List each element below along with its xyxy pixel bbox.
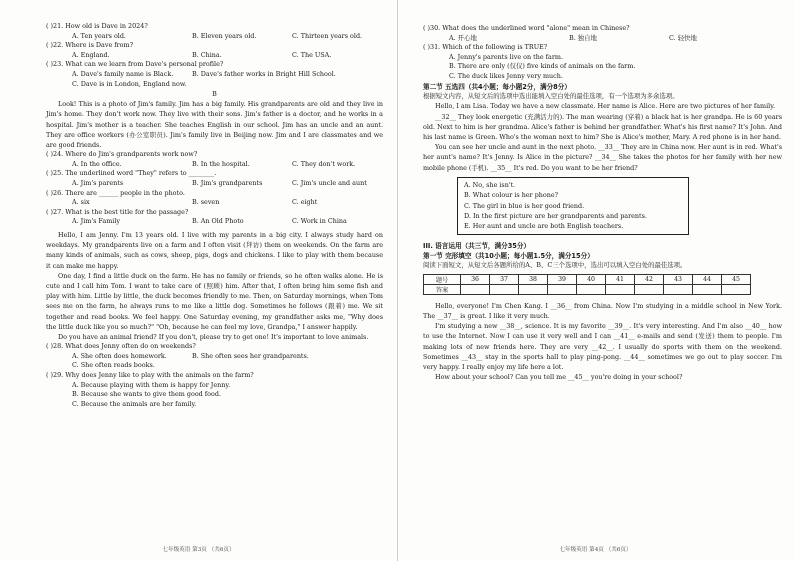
passage-c-paragraph-2: One day, I find a little duck on the farm. He has no family or friends, so he often walks alone. He is cute and I call him Tom. I want to take care of (照顾) him. After that, I often bring him some fish and play with him. Little by little, the duck becomes friendly to me. Then, on Saturday mornings, when Tom sees me on the farm, he always runs to me like a little dog. Sometimes he follows (跟着) me. We sit together and read books. We feel happy. One Saturday evening, my grandfather asks me, "Why does the little duck like you so much?" "Oh, because he can feel my love, Grandpa," I answer happily. [46,271,383,331]
table-number: 40 [577,274,606,284]
option-c: C. Jim's uncle and aunt [292,178,367,187]
answer-cell[interactable] [722,284,751,294]
option-c: C. The USA. [292,50,332,59]
question-26: ( )26. There are ______ people in the photo. [46,188,185,197]
passage-c [46,230,383,342]
passage-paragraph-3: You can see her uncle and aunt in the next photo. __33__ They are in China now. Her aunt is in red. What's her aunt's name? It's Jenny. Is Alice in the picture? __34__ She takes the photos for her family with her new mobile phone (手机). __35__ It's red. Do you want to be her friend? [423,143,782,172]
cloze-passage [423,301,782,383]
option-a: A. Jim's parents [72,178,124,187]
option-a: A. Dave's family name is Black. [72,69,174,78]
table-number: 43 [664,274,693,284]
page-footer: 七年级英语 第4页 （共6页） [559,547,632,553]
table-number: 37 [490,274,519,284]
question-23-options-ab [46,70,383,80]
answer-cell[interactable] [519,284,548,294]
question-22-options [46,51,383,61]
cloze-paragraph-1: Hello, everyone! I'm Chen Kang. I __36__ from China. Now I'm studying in a middle school in New York. The __37__ is great. I like it very much. [423,301,782,321]
option-b: B. Eleven years old. [192,31,257,40]
passage-paragraph-2: __32__ They look energetic (充满活力的). The man wearing (穿着) a black hat is her grandpa. He is 60 years old. Next to him is her grandma. Alice's father is behind her grandfather. What's his first name? It's John. And his last name is Green. Who's the woman next to him? She is Alice's mother, Mary. A red phone is in her hand. [423,112,782,141]
option-a: A. six [72,198,90,207]
option-b: B. seven [192,198,220,207]
question-30-options [423,34,782,44]
table-number: 42 [635,274,664,284]
option-d: D. In the first picture are her grandparents and parents. [464,212,647,220]
option-b: B. She often sees her grandparents. [192,351,309,360]
section-five-choose-four-title: 第二节 五选四（共4小题；每小题2分，满分8分） [423,82,571,91]
question-23: ( )23. What can we learn from Dave's personal profile? [46,60,224,69]
option-c: C. Work in China [292,217,347,226]
answer-cell[interactable] [693,284,722,294]
passage-c-paragraph-3: Do you have an animal friend? If you don't, please try to get one! It's important to love animals. [58,332,369,341]
option-a: A. In the office. [72,159,122,168]
option-c: C. She often reads books. [72,361,155,370]
passage-paragraph-1: Hello, I am Lisa. Today we have a new classmate. Her name is Alice. Here are two pictures of her family. [435,102,775,111]
table-number: 41 [606,274,635,284]
question-24-options [46,160,383,170]
page-footer: 七年级英语 第3页 （共6页） [162,547,235,553]
option-b: B. 独自地 [569,33,597,42]
five-choose-four-passage [423,101,782,172]
table-number: 45 [722,274,751,284]
option-a: A. 开心地 [449,33,477,42]
question-26-options [46,198,383,208]
question-22: ( )22. Where is Dave from? [46,41,134,50]
question-30: ( )30. What does the underlined word "alone" mean in Chinese? [423,24,630,32]
option-b: B. Because she wants to give them good food. [72,390,221,399]
question-21-options [46,32,383,42]
option-c: C. Because the animals are her family. [72,399,197,408]
passage-c-paragraph-1: Hello, I am Jenny. I'm 13 years old. I live with my parents in a big city. I always study hard on weekdays. My grandparents live on a farm and I often visit (拜访) them on weekends. On the farm are many kinds of animals, such as cows, sheep, pigs, dogs and chickens. I like to play with them because it can make me happy. [46,230,383,270]
option-b: B. China. [192,50,222,59]
option-a: A. No, she isn't. [464,180,516,189]
answer-cell[interactable] [664,284,693,294]
option-c: C. They don't work. [292,159,356,168]
answer-cell[interactable] [606,284,635,294]
option-a: A. England. [72,50,110,59]
cloze-paragraph-2: I'm studying a new __38__, science. It is my favorite __39__. It's very interesting. And I'm also __40__ how to use the Internet. Now I can use it very well and I can __41__ e-mails and send (发送) them to people. I'm making lots of new friends here. They are very __42__. I usually do sports with them on the weekend. Sometimes __43__ stay in the sports hall to play ping-pong. __44__ sometimes we go out to play soccer. I'm very happy. I really enjoy my life here a lot. [423,322,782,372]
question-21: ( )21. How old is Dave in 2024? [46,22,148,30]
option-e: E. Her aunt and uncle are both English teachers. [464,222,624,231]
option-c: C. Thirteen years old. [292,31,363,40]
table-number: 39 [548,274,577,284]
option-c: C. 轻快地 [669,33,697,42]
part-three-title: III. 语言运用（共三节，满分35分） [423,241,531,250]
option-c: C. The girl in blue is her good friend. [464,201,585,210]
answer-cell[interactable] [548,284,577,294]
option-c: C. Dave is in London, England now. [72,79,187,88]
section-five-choose-four-instructions: 根据短文内容，从短文后的选项中选出能填入空白处的最佳选项，有一个选项为多余选项。 [423,91,679,100]
table-label-answer: 答案 [424,284,461,294]
answer-cell[interactable] [461,284,490,294]
question-31: ( )31. Which of the following is TRUE? [423,43,548,52]
cloze-title: 第一节 完形填空（共10小题；每小题1.5分，满分15分） [423,252,594,261]
option-a: A. She often does homework. [72,351,167,360]
right-page [397,0,794,561]
table-number: 36 [461,274,490,284]
five-choose-four-options-box [457,177,689,235]
question-27-options [46,217,383,227]
option-a: A. Because playing with them is happy for Jenny. [72,380,231,389]
question-25-options [46,179,383,189]
table-label-number: 题号 [424,274,461,284]
table-number: 38 [519,274,548,284]
answer-cell[interactable] [490,284,519,294]
option-b: B. Jim's grandparents [192,178,263,187]
option-b: B. An Old Photo [192,217,244,226]
answer-table-number-row [424,274,751,284]
option-b: B. What colour is her phone? [464,191,559,200]
question-28-options-ab [46,352,383,362]
answer-cell[interactable] [635,284,664,294]
option-c: C. The duck likes Jenny very much. [449,71,563,80]
option-a: A. Jim's Family [72,217,120,226]
question-28: ( )28. What does Jenny often do on weekends? [46,342,196,351]
answer-table [423,274,751,295]
answer-table-answer-row [424,284,751,294]
option-b: B. There are only (仅仅) five kinds of animals on the farm. [449,62,636,71]
option-a: A. Ten years old. [72,31,126,40]
question-25: ( )25. The underlined word "They" refers to ________. [46,169,217,178]
option-c: C. eight [292,198,318,207]
cloze-paragraph-3: How about your school? Can you tell me __45__ you're doing in your school? [435,373,683,382]
table-number: 44 [693,274,722,284]
question-29: ( )29. Why does Jenny like to play with the animals on the farm? [46,370,254,379]
question-24: ( )24. Where do Jim's grandparents work now? [46,150,198,159]
answer-cell[interactable] [577,284,606,294]
cloze-instructions: 阅读下面短文，从短文后各题所给的A、B、C三个选项中，选出可以填入空白处的最佳选项。 [423,261,687,270]
option-a: A. Jenny's parents live on the farm. [449,52,563,61]
section-b-heading: B [212,90,217,99]
passage-b: Look! This is a photo of Jim's family. Jim has a big family. His grandparents are old and they live in Jim's home. They don't work now. They live with their sons. Jim's father is a doctor, and he works in a hospital. Jim's mother is a teacher. She teaches English in our school. Jim has an uncle and an aunt. They are office workers (办公室职员). Jim's family live in Beijing now. Jim and I are classmates and we are good friends. [46,100,383,149]
question-27: ( )27. What is the best title for the passage? [46,207,189,216]
option-b: B. Dave's father works in Bright Hill School. [192,69,336,78]
option-b: B. In the hospital. [192,159,250,168]
